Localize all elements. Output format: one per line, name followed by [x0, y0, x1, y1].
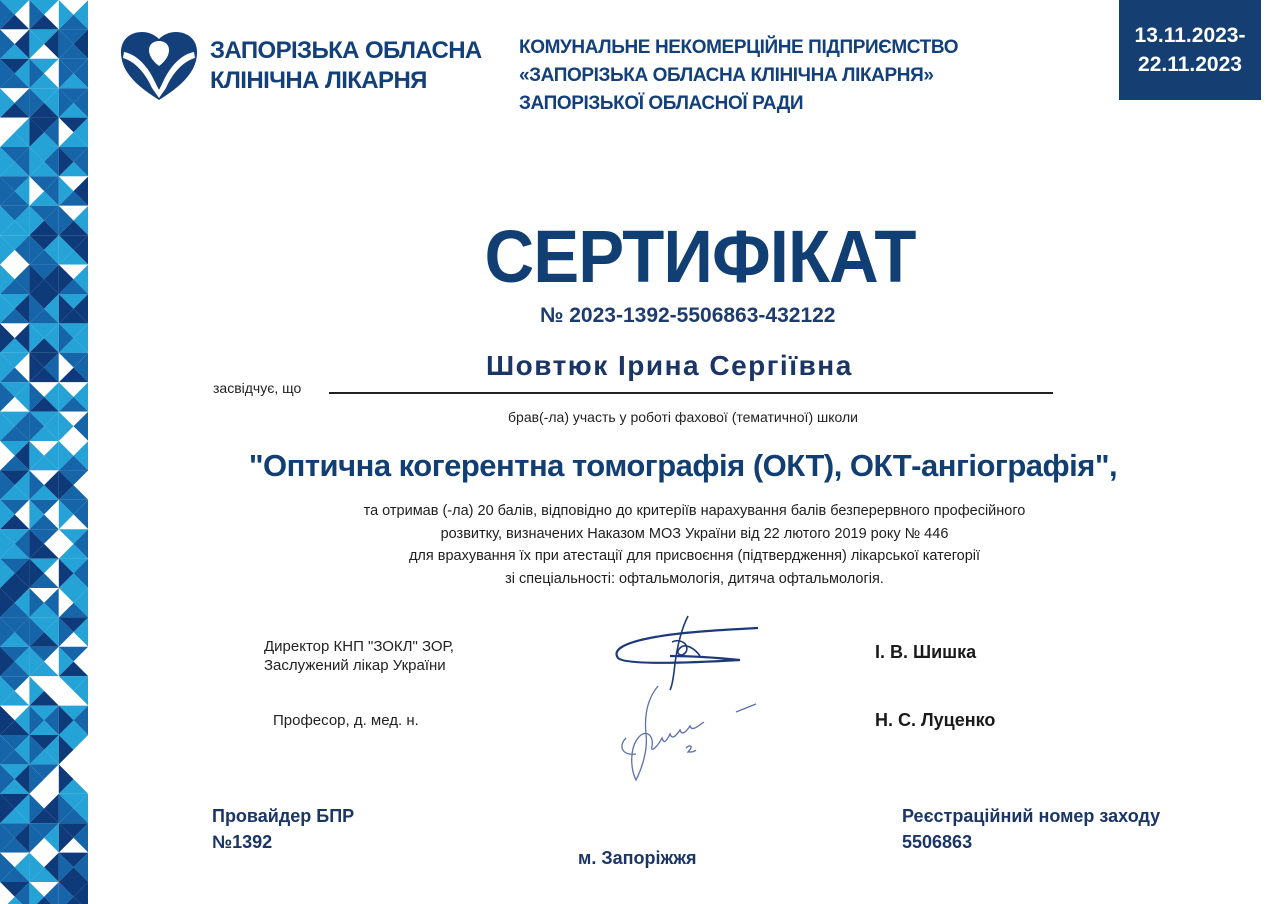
logo-text — [210, 36, 482, 96]
recipient-name: Шовтюк Ірина Сергіївна — [486, 350, 853, 381]
date-end: 22.11.2023 — [1138, 53, 1242, 76]
logo-line-1: ЗАПОРІЗЬКА ОБЛАСНА — [210, 37, 482, 64]
org-line-2: «ЗАПОРІЗЬКА ОБЛАСНА КЛІНІЧНА ЛІКАРНЯ» — [519, 65, 934, 86]
signature-1-icon — [610, 612, 760, 692]
city-label: м. Запоріжжя — [578, 848, 697, 868]
body-line-4: зі спеціальності: офтальмологія, дитяча офтальмологія. — [505, 570, 884, 587]
participated-text: брав(-ла) участь у роботі фахової (тематичної) школи — [508, 409, 858, 425]
name-underline — [329, 392, 1053, 394]
body-line-2: розвитку, визначених Наказом МОЗ України від 22 лютого 2019 року № 446 — [440, 525, 949, 542]
signatory-1-role-line-2: Заслужений лікар України — [264, 657, 446, 674]
signatory-1-role — [264, 637, 454, 675]
heart-person-icon — [118, 30, 200, 102]
signature-2-icon — [618, 684, 763, 784]
event-dates-box — [1119, 0, 1261, 100]
hospital-logo — [118, 30, 482, 102]
body-line-1: та отримав (-ла) 20 балів, відповідно до критеріїв нарахування балів безперервного професійного — [363, 503, 1026, 519]
registration-number: 5506863 — [902, 832, 973, 852]
org-line-3: ЗАПОРІЗЬКОЇ ОБЛАСНОЇ РАДИ — [519, 93, 804, 114]
provider-block — [212, 803, 354, 855]
organization-header — [519, 34, 958, 118]
signatory-2-name: Н. С. Луценко — [875, 710, 996, 730]
signatory-2-role-line-1: Професор, д. мед. н. — [273, 712, 419, 729]
body-line-3: для врахування їх при атестації для присвоєння (підтвердження) лікарської категорії — [408, 548, 981, 564]
date-start: 13.11.2023- — [1134, 24, 1246, 47]
registration-label: Реєстраційний номер заходу — [902, 806, 1161, 826]
certificate-title: СЕРТИФІКАТ — [484, 215, 916, 298]
registration-block — [902, 803, 1160, 855]
provider-number: №1392 — [212, 832, 273, 852]
certifies-label: засвідчує, що — [213, 380, 302, 396]
org-line-1: КОМУНАЛЬНЕ НЕКОМЕРЦІЙНЕ ПІДПРИЄМСТВО — [519, 37, 959, 58]
signatory-1-name: І. В. Шишка — [875, 642, 977, 662]
course-title: "Оптична когерентна томографія (ОКТ), ОКТ-ангіографія", — [248, 448, 1118, 483]
certificate-body — [0, 500, 1280, 590]
signatory-2-role — [273, 711, 419, 730]
provider-label: Провайдер БПР — [212, 806, 355, 826]
signatory-1-role-line-1: Директор КНП "ЗОКЛ" ЗОР, — [264, 638, 454, 655]
certificate-number: № 2023-1392-5506863-432122 — [540, 304, 836, 327]
logo-line-2: КЛІНІЧНА ЛІКАРНЯ — [210, 67, 427, 94]
